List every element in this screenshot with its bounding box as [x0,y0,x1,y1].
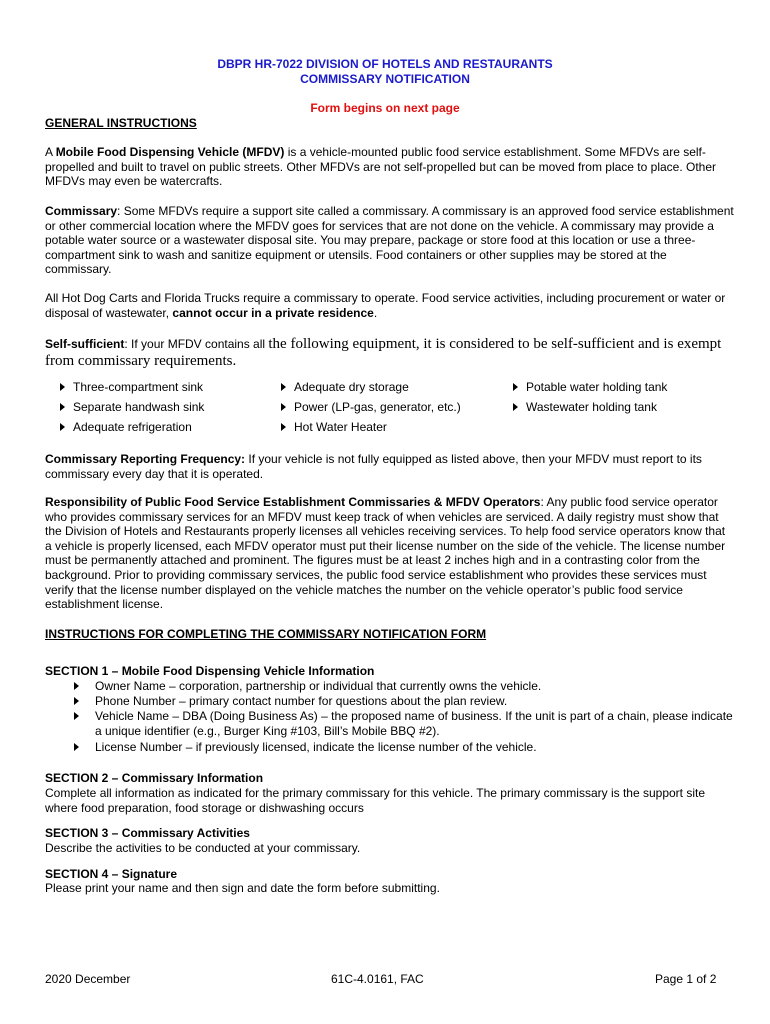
section1-item: License Number – if previously licensed, indicate the license number of the vehicle. [78,740,738,755]
instructions-heading: INSTRUCTIONS FOR COMPLETING THE COMMISSARY NOTIFICATION FORM [45,627,487,641]
section3-text: Describe the activities to be conducted at your commissary. [45,841,361,855]
equipment-item: Adequate dry storage [281,380,409,394]
mfdv-definition-paragraph: A Mobile Food Dispensing Vehicle (MFDV) is a vehicle-mounted public food service establishment. Some MFDVs are self-propelled and built to travel on public streets. Other MFDVs are not self-propelled but can be moved from place to place. Other MFDVs may even be watercrafts. [45,145,717,189]
form-title: DBPR HR-7022 DIVISION OF HOTELS AND RESTAURANTS [217,57,553,71]
section2-heading: SECTION 2 – Commissary Information [45,771,264,785]
arrow-bullet-icon [513,383,518,391]
equipment-item: Adequate refrigeration [60,420,192,434]
arrow-bullet-icon [60,403,65,411]
equipment-item: Power (LP-gas, generator, etc.) [281,400,461,414]
arrow-bullet-icon [74,682,79,690]
equipment-item: Hot Water Heater [281,420,387,434]
form-begins-note: Form begins on next page [310,101,460,115]
equipment-item: Separate handwash sink [60,400,204,414]
section1-heading: SECTION 1 – Mobile Food Dispensing Vehicle Information [45,664,375,678]
self-sufficient-paragraph: Self-sufficient: If your MFDV contains all the following equipment, it is considered to be self-sufficient and is exempt from commissary requirements. [45,336,722,369]
section2-text: Complete all information as indicated for the primary commissary for this vehicle. The primary commissary is the support site where food preparation, food storage or dishwashing occurs [45,786,706,815]
section4-heading: SECTION 4 – Signature [45,867,178,881]
arrow-bullet-icon [74,743,79,751]
footer-rule-code: 61C-4.0161, FAC [331,972,424,986]
arrow-bullet-icon [281,423,286,431]
commissary-paragraph: Commissary: Some MFDVs require a support site called a commissary. A commissary is an approved food service establishment or other commercial location where the MFDV goes for services that are not done on the vehicle. A commissary may provide a potable water source or a wastewater disposal site. You may prepare, package or store food at this location or use a three-compartment sink to wash and sanitize equipment or utensils. Food containers or other supplies may be stored at the commissary. [45,204,734,277]
general-instructions-heading: GENERAL INSTRUCTIONS [45,116,197,130]
section4-text: Please print your name and then sign and date the form before submitting. [45,881,440,895]
section1-item: Owner Name – corporation, partnership or individual that currently owns the vehicle. [78,679,738,694]
equipment-item: Wastewater holding tank [513,400,657,414]
section3-heading: SECTION 3 – Commissary Activities [45,826,250,840]
responsibility-paragraph: Responsibility of Public Food Service Establishment Commissaries & MFDV Operators: Any public food service operator who provides commissary services for an MFDV must keep track of when vehicles are serviced. A daily registry must show that the Division of Hotels and Restaurants properly licenses all vehicles receiving services. To help food service operators know that a vehicle is properly licensed, each MFDV operator must put their license number on the side of the vehicle. The license number must be permanently attached and prominent. The figures must be at least 2 inches high and in a contrasting color from the background. Prior to providing commissary services, the public food service establishment who provides these services must verify that the license number displayed on the vehicle matches the number on the vehicle operator’s public food service establishment license. [45,495,726,612]
arrow-bullet-icon [60,423,65,431]
footer-date: 2020 December [45,972,131,986]
footer-page-number: Page 1 of 2 [655,972,717,986]
arrow-bullet-icon [74,712,79,720]
arrow-bullet-icon [281,383,286,391]
section1-item: Phone Number – primary contact number for questions about the plan review. [78,694,738,709]
arrow-bullet-icon [60,383,65,391]
reporting-frequency-paragraph: Commissary Reporting Frequency: If your vehicle is not fully equipped as listed above, then your MFDV must report to its commissary every day that it is operated. [45,452,702,481]
arrow-bullet-icon [513,403,518,411]
equipment-item: Potable water holding tank [513,380,667,394]
equipment-item: Three-compartment sink [60,380,203,394]
section1-item: Vehicle Name – DBA (Doing Business As) – the proposed name of business. If the unit is part of a chain, please indicate a unique identifier (e.g., Burger King #103, Bill’s Mobile BBQ #2). [78,709,738,738]
arrow-bullet-icon [281,403,286,411]
form-subtitle: COMMISSARY NOTIFICATION [300,72,470,86]
hot-dog-carts-paragraph: All Hot Dog Carts and Florida Trucks require a commissary to operate. Food service activities, including procurement or water or disposal of wastewater, cannot occur in a private residence. [45,291,726,320]
arrow-bullet-icon [74,697,79,705]
